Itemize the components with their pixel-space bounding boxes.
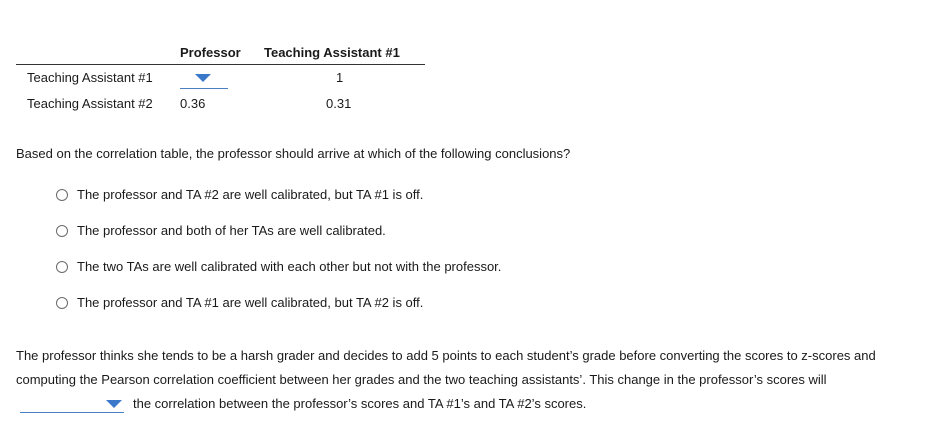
option-3[interactable] — [56, 259, 501, 274]
cell-ta1-ta1: 1 — [336, 70, 344, 85]
radio-button[interactable] — [56, 297, 68, 309]
row-label-ta2: Teaching Assistant #2 — [27, 96, 153, 111]
column-header-ta1: Teaching Assistant #1 — [264, 45, 400, 60]
chevron-down-icon — [195, 74, 211, 82]
option-label: The professor and TA #1 are well calibrated, but TA #2 is off. — [77, 295, 424, 310]
option-label: The professor and TA #2 are well calibrated, but TA #1 is off. — [77, 187, 424, 202]
paragraph-line-1: The professor thinks she tends to be a harsh grader and decides to add 5 points to each student’s grade before converting the scores to z-scores and — [16, 348, 876, 363]
radio-button[interactable] — [56, 225, 68, 237]
correlation-dropdown[interactable] — [180, 70, 228, 89]
chevron-down-icon — [106, 400, 122, 408]
option-4[interactable] — [56, 295, 423, 310]
paragraph-line-3: the correlation between the professor’s scores and TA #1’s and TA #2’s scores. — [133, 396, 587, 411]
radio-button[interactable] — [56, 189, 68, 201]
option-1[interactable] — [56, 187, 423, 202]
row-label-ta1: Teaching Assistant #1 — [27, 70, 153, 85]
cell-ta2-ta1: 0.31 — [326, 96, 352, 111]
radio-button[interactable] — [56, 261, 68, 273]
option-label: The professor and both of her TAs are well calibrated. — [77, 223, 386, 238]
column-header-professor: Professor — [180, 45, 241, 60]
question-text: Based on the correlation table, the professor should arrive at which of the following conclusions? — [16, 146, 571, 161]
option-2[interactable] — [56, 223, 386, 238]
cell-ta2-professor: 0.36 — [180, 96, 206, 111]
option-label: The two TAs are well calibrated with each other but not with the professor. — [77, 259, 502, 274]
effect-dropdown[interactable] — [20, 396, 124, 413]
paragraph-line-2: computing the Pearson correlation coefficient between her grades and the two teaching assistants’. This change in the professor’s scores will — [16, 372, 827, 387]
table-header-rule — [16, 64, 425, 65]
